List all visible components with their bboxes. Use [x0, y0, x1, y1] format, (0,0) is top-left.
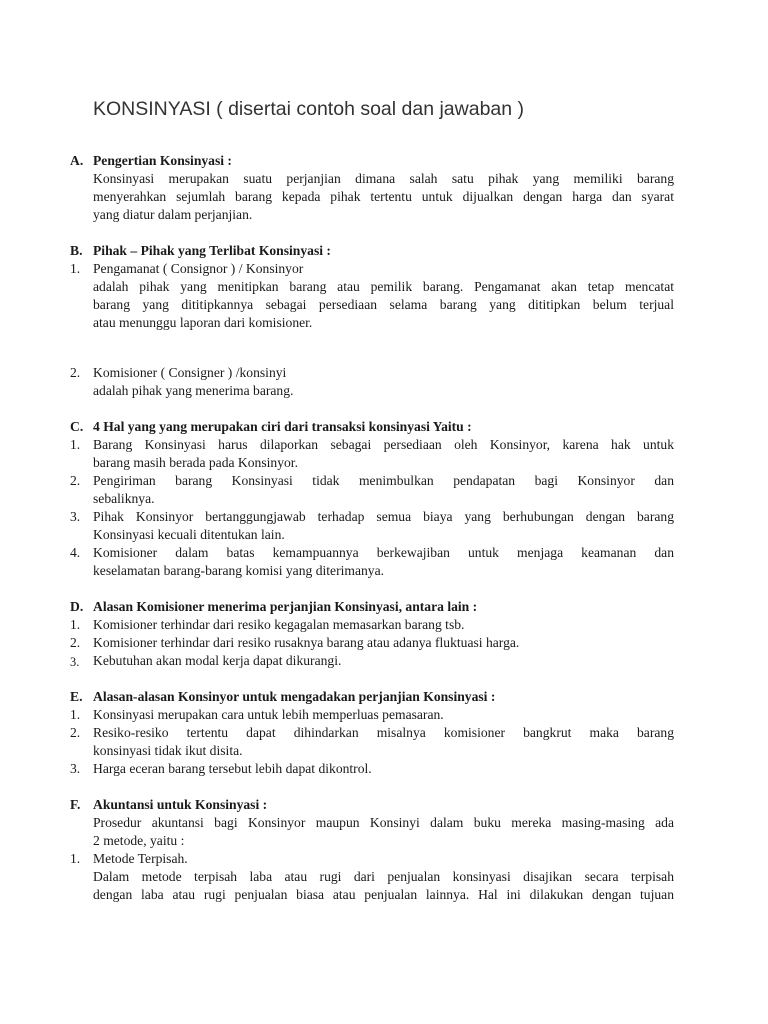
- section-c-item-1-line-1: Barang Konsinyasi harus dilaporkan sebagai persediaan oleh Konsinyor, karena hak untuk: [93, 437, 674, 452]
- section-b-marker: B.: [70, 243, 83, 258]
- section-a-marker: A.: [70, 153, 84, 168]
- section-d-item-2-line-1: Komisioner terhindar dari resiko rusaknya barang atau adanya fluktuasi harga.: [93, 635, 520, 650]
- section-f-item-1-line-1: Dalam metode terpisah laba atau rugi dari penjualan konsinyasi disajikan secara terpisah: [93, 869, 674, 884]
- section-a-heading: Pengertian Konsinyasi :: [93, 153, 232, 168]
- section-b-item-1-line-3: atau menunggu laporan dari komisioner.: [93, 315, 313, 330]
- section-b-heading: Pihak – Pihak yang Terlibat Konsinyasi :: [93, 243, 331, 258]
- section-e-item-2-line-2: konsinyasi tidak ikut disita.: [93, 743, 243, 758]
- section-e-marker: E.: [70, 689, 83, 704]
- section-f-item-1-label: Metode Terpisah.: [93, 851, 188, 866]
- section-a-line-3: yang diatur dalam perjanjian.: [93, 207, 253, 222]
- section-d-item-3-number: 3.: [70, 655, 80, 669]
- section-d-heading: Alasan Komisioner menerima perjanjian Konsinyasi, antara lain :: [93, 599, 478, 614]
- section-c-item-2-line-2: sebaliknya.: [93, 491, 155, 506]
- section-c-item-4-line-1: Komisioner dalam batas kemampuannya berkewajiban untuk menjaga keamanan dan: [93, 545, 674, 560]
- section-d-marker: D.: [70, 599, 84, 614]
- section-f-intro-line-2: 2 metode, yaitu :: [93, 833, 185, 848]
- section-b-item-1-line-1: adalah pihak yang menitipkan barang atau pemilik barang. Pengamanat akan tetap mencatat: [93, 279, 674, 294]
- section-f-heading: Akuntansi untuk Konsinyasi :: [93, 797, 268, 812]
- section-f-marker: F.: [70, 797, 81, 812]
- section-f-item-1-line-2: dengan laba atau rugi penjualan biasa atau penjualan lainnya. Hal ini dilakukan dengan tujuan: [93, 887, 674, 902]
- section-c-marker: C.: [70, 419, 84, 434]
- document-title: KONSINYASI ( disertai contoh soal dan jawaban ): [93, 98, 525, 120]
- section-f-intro-line-1: Prosedur akuntansi bagi Konsinyor maupun Konsinyi dalam buku mereka masing-masing ada: [93, 815, 674, 830]
- section-e-heading: Alasan-alasan Konsinyor untuk mengadakan perjanjian Konsinyasi :: [93, 689, 496, 704]
- section-b-item-2-number: 2.: [70, 365, 81, 380]
- section-c-item-3-number: 3.: [70, 509, 81, 524]
- section-b-item-1-line-2: barang yang dititipkannya sebagai persediaan selama barang yang dititipkan belum terjual: [93, 297, 674, 312]
- section-d-item-2-number: 2.: [70, 635, 81, 650]
- section-e-item-2-number: 2.: [70, 725, 81, 740]
- section-d-item-3-line-1: Kebutuhan akan modal kerja dapat dikurangi.: [93, 653, 342, 668]
- section-c-item-2-number: 2.: [70, 473, 81, 488]
- section-a-line-1: Konsinyasi merupakan suatu perjanjian dimana salah satu pihak yang memiliki barang: [93, 171, 674, 186]
- section-e-item-1-number: 1.: [70, 707, 81, 722]
- section-c-item-3-line-1: Pihak Konsinyor bertanggungjawab terhadap semua biaya yang berhubungan dengan barang: [93, 509, 674, 524]
- section-c-item-2-line-1: Pengiriman barang Konsinyasi tidak menimbulkan pendapatan bagi Konsinyor dan: [93, 473, 674, 488]
- section-e-item-3-number: 3.: [70, 761, 81, 776]
- section-b-item-2-line-1: adalah pihak yang menerima barang.: [93, 383, 294, 398]
- section-c-item-1-line-2: barang masih berada pada Konsinyor.: [93, 455, 298, 470]
- section-d-item-1-number: 1.: [70, 617, 81, 632]
- section-b-item-2-label: Komisioner ( Consigner ) /konsinyi: [93, 365, 287, 380]
- section-e-item-2-line-1: Resiko-resiko tertentu dapat dihindarkan misalnya komisioner bangkrut maka barang: [93, 725, 674, 740]
- section-c-item-1-number: 1.: [70, 437, 81, 452]
- section-e-item-1-line-1: Konsinyasi merupakan cara untuk lebih memperluas pemasaran.: [93, 707, 444, 722]
- section-e-item-3-line-1: Harga eceran barang tersebut lebih dapat dikontrol.: [93, 761, 372, 776]
- section-f-item-1-number: 1.: [70, 851, 81, 866]
- section-a-line-2: menyerahkan sejumlah barang kepada pihak tertentu untuk dijualkan dengan harga dan syarat: [93, 189, 674, 204]
- section-c-item-4-number: 4.: [70, 545, 81, 560]
- section-d-item-1-line-1: Komisioner terhindar dari resiko kegagalan memasarkan barang tsb.: [93, 617, 465, 632]
- section-b-item-1-number: 1.: [70, 261, 81, 276]
- section-c-item-4-line-2: keselamatan barang-barang komisi yang diterimanya.: [93, 563, 385, 578]
- section-c-heading: 4 Hal yang yang merupakan ciri dari transaksi konsinyasi Yaitu :: [93, 419, 472, 434]
- section-c-item-3-line-2: Konsinyasi kecuali ditentukan lain.: [93, 527, 285, 542]
- section-b-item-1-label: Pengamanat ( Consignor ) / Konsinyor: [93, 261, 304, 276]
